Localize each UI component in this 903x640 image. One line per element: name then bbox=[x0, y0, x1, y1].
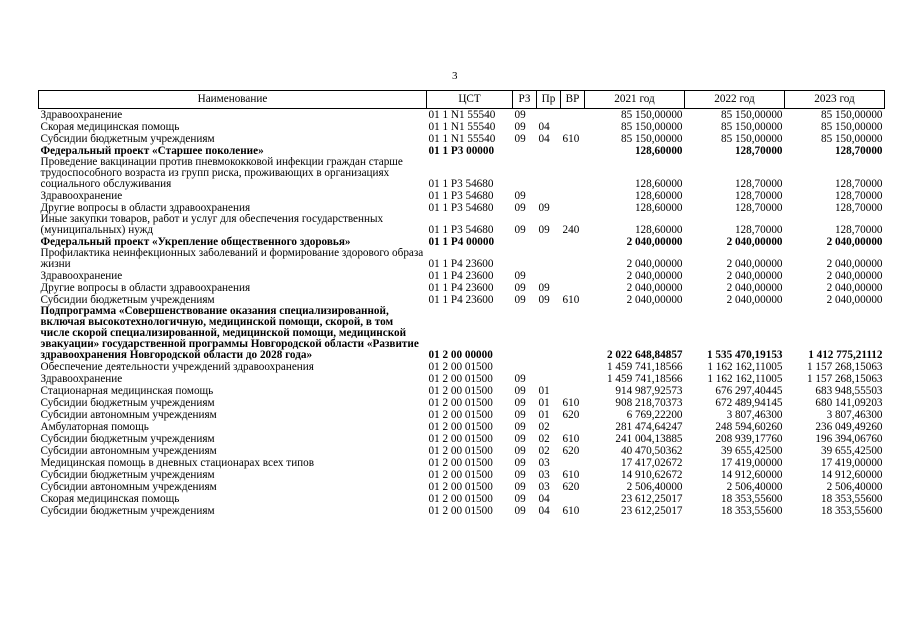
row-value-2022: 1 162 162,11005 bbox=[707, 373, 783, 385]
row-value-2022: 39 655,42500 bbox=[720, 445, 783, 457]
row-value-2021: 2 506,40000 bbox=[626, 481, 683, 493]
row-vr bbox=[561, 121, 585, 133]
table-header-row bbox=[39, 91, 885, 109]
row-rz: 09 bbox=[514, 409, 526, 421]
row-vr bbox=[561, 493, 585, 505]
row-value-2023: 2 040,00000 bbox=[826, 282, 883, 294]
row-value-2021: 128,60000 bbox=[634, 178, 683, 190]
row-name: Федеральный проект «Старшее поколение» bbox=[40, 145, 264, 157]
column-header: Пр bbox=[537, 91, 561, 109]
row-vr: 620 bbox=[562, 481, 580, 493]
row-rz bbox=[513, 145, 537, 157]
row-value-2023: 128,70000 bbox=[834, 145, 883, 157]
row-value-2023: 2 040,00000 bbox=[826, 294, 883, 306]
row-name: Здравоохранение bbox=[40, 109, 123, 121]
row-value-2021: 6 769,22200 bbox=[626, 409, 683, 421]
column-header: 2023 год bbox=[785, 91, 885, 109]
row-cst: 01 1 P3 54680 bbox=[428, 224, 494, 236]
row-value-2021: 128,60000 bbox=[634, 224, 683, 236]
row-value-2023: 18 353,55600 bbox=[820, 493, 883, 505]
table-row bbox=[39, 421, 885, 433]
row-value-2022: 128,70000 bbox=[734, 145, 783, 157]
row-value-2021: 2 040,00000 bbox=[626, 258, 683, 270]
row-rz: 09 bbox=[514, 445, 526, 457]
row-vr: 610 bbox=[562, 505, 580, 517]
row-vr bbox=[561, 109, 585, 122]
row-pr bbox=[537, 248, 561, 270]
row-name: Другие вопросы в области здравоохранения bbox=[40, 282, 251, 294]
row-vr bbox=[561, 190, 585, 202]
row-cst: 01 2 00 01500 bbox=[428, 373, 493, 385]
row-cst: 01 1 P3 54680 bbox=[428, 178, 494, 190]
row-value-2023: 2 040,00000 bbox=[826, 258, 883, 270]
column-header: РЗ bbox=[513, 91, 537, 109]
row-pr: 03 bbox=[538, 457, 550, 469]
row-value-2023: 1 412 775,21112 bbox=[808, 349, 883, 361]
row-value-2021: 908 218,70373 bbox=[615, 397, 683, 409]
row-vr bbox=[561, 145, 585, 157]
row-value-2021: 2 022 648,84857 bbox=[606, 349, 683, 361]
row-vr bbox=[561, 385, 585, 397]
row-rz bbox=[513, 248, 537, 270]
row-value-2023: 2 506,40000 bbox=[826, 481, 883, 493]
row-vr bbox=[561, 361, 585, 373]
row-cst: 01 2 00 01500 bbox=[428, 361, 493, 373]
row-cst: 01 1 P4 23600 bbox=[428, 270, 494, 282]
table-row bbox=[39, 236, 885, 248]
row-value-2021: 2 040,00000 bbox=[626, 270, 683, 282]
row-value-2022: 208 939,17760 bbox=[715, 433, 783, 445]
row-value-2021: 85 150,00000 bbox=[620, 109, 683, 121]
row-name: Субсидии бюджетным учреждениям bbox=[40, 133, 215, 145]
row-cst: 01 2 00 01500 bbox=[428, 445, 493, 457]
table-row bbox=[39, 109, 885, 122]
row-name: Федеральный проект «Укрепление общественного здоровья» bbox=[40, 236, 351, 248]
row-name: Субсидии бюджетным учреждениям bbox=[40, 294, 215, 306]
row-cst: 01 2 00 01500 bbox=[428, 385, 493, 397]
column-header: ЦСТ bbox=[427, 91, 513, 109]
row-value-2022: 128,70000 bbox=[734, 190, 783, 202]
table-row bbox=[39, 469, 885, 481]
row-name: Субсидии бюджетным учреждениям bbox=[40, 505, 215, 517]
row-value-2023: 3 807,46300 bbox=[826, 409, 883, 421]
row-value-2022: 14 912,60000 bbox=[720, 469, 783, 481]
row-value-2021: 914 987,92573 bbox=[615, 385, 683, 397]
row-pr: 09 bbox=[538, 282, 550, 294]
row-name: Субсидии бюджетным учреждениям bbox=[40, 433, 215, 445]
table-row bbox=[39, 385, 885, 397]
row-cst: 01 1 P4 23600 bbox=[428, 282, 494, 294]
row-value-2022: 128,70000 bbox=[734, 202, 783, 214]
row-rz: 09 bbox=[514, 385, 526, 397]
row-pr bbox=[537, 270, 561, 282]
row-rz: 09 bbox=[514, 224, 526, 236]
row-rz: 09 bbox=[514, 202, 526, 214]
table-body bbox=[39, 109, 885, 518]
row-value-2022: 676 297,40445 bbox=[715, 385, 783, 397]
row-pr bbox=[537, 306, 561, 361]
row-value-2021: 241 004,13885 bbox=[615, 433, 683, 445]
row-pr bbox=[537, 109, 561, 122]
row-vr bbox=[561, 306, 585, 361]
row-pr: 03 bbox=[538, 481, 550, 493]
row-cst: 01 2 00 01500 bbox=[428, 457, 493, 469]
row-value-2021: 2 040,00000 bbox=[626, 282, 683, 294]
row-value-2022: 2 040,00000 bbox=[726, 270, 783, 282]
row-vr bbox=[561, 373, 585, 385]
row-value-2022: 672 489,94145 bbox=[715, 397, 783, 409]
row-value-2022: 2 040,00000 bbox=[726, 258, 783, 270]
row-value-2023: 39 655,42500 bbox=[820, 445, 883, 457]
row-value-2023: 1 157 268,15063 bbox=[806, 373, 883, 385]
row-rz bbox=[513, 236, 537, 248]
row-name: Стационарная медицинская помощь bbox=[40, 385, 214, 397]
row-cst: 01 1 P3 54680 bbox=[428, 202, 494, 214]
row-pr: 04 bbox=[538, 121, 550, 133]
row-rz: 09 bbox=[514, 109, 526, 121]
table-row bbox=[39, 145, 885, 157]
row-value-2023: 196 394,06760 bbox=[815, 433, 883, 445]
row-cst: 01 2 00 00000 bbox=[428, 349, 493, 361]
row-value-2023: 85 150,00000 bbox=[820, 109, 883, 121]
row-name: Здравоохранение bbox=[40, 270, 123, 282]
table-row bbox=[39, 133, 885, 145]
table-row bbox=[39, 457, 885, 469]
table-row bbox=[39, 294, 885, 306]
table-row bbox=[39, 214, 885, 236]
table-row bbox=[39, 505, 885, 517]
row-rz: 09 bbox=[514, 190, 526, 202]
row-value-2022: 85 150,00000 bbox=[720, 121, 783, 133]
row-rz bbox=[513, 157, 537, 190]
row-value-2023: 128,70000 bbox=[834, 224, 883, 236]
row-name: Скорая медицинская помощь bbox=[40, 121, 180, 133]
row-pr bbox=[537, 157, 561, 190]
row-name: Профилактика неинфекционных заболеваний и формирование здорового образа жизни bbox=[40, 248, 424, 270]
row-pr: 01 bbox=[538, 397, 550, 409]
row-value-2021: 128,60000 bbox=[634, 145, 683, 157]
row-value-2022: 128,70000 bbox=[734, 224, 783, 236]
row-value-2021: 23 612,25017 bbox=[620, 505, 683, 517]
row-rz: 09 bbox=[514, 133, 526, 145]
row-rz: 09 bbox=[514, 270, 526, 282]
row-vr: 610 bbox=[562, 469, 580, 481]
row-cst: 01 2 00 01500 bbox=[428, 469, 493, 481]
row-vr: 610 bbox=[562, 433, 580, 445]
row-rz: 09 bbox=[514, 469, 526, 481]
row-rz: 09 bbox=[514, 282, 526, 294]
table-row bbox=[39, 248, 885, 270]
budget-table bbox=[38, 90, 885, 517]
row-value-2023: 18 353,55600 bbox=[820, 505, 883, 517]
row-vr bbox=[561, 421, 585, 433]
row-value-2023: 683 948,55503 bbox=[815, 385, 883, 397]
row-rz: 09 bbox=[514, 505, 526, 517]
row-name: Другие вопросы в области здравоохранения bbox=[40, 202, 251, 214]
row-name: Субсидии автономным учреждениям bbox=[40, 409, 217, 421]
row-name: Здравоохранение bbox=[40, 373, 123, 385]
row-vr bbox=[561, 248, 585, 270]
row-name: Субсидии бюджетным учреждениям bbox=[40, 397, 215, 409]
row-vr: 610 bbox=[562, 397, 580, 409]
row-value-2022: 248 594,60260 bbox=[715, 421, 783, 433]
column-header: Наименование bbox=[39, 91, 427, 109]
page-number: 3 bbox=[452, 70, 458, 82]
row-rz: 09 bbox=[514, 421, 526, 433]
row-vr: 620 bbox=[562, 409, 580, 421]
row-value-2023: 128,70000 bbox=[834, 190, 883, 202]
row-value-2021: 281 474,64247 bbox=[615, 421, 683, 433]
row-name: Субсидии автономным учреждениям bbox=[40, 445, 217, 457]
row-pr: 09 bbox=[538, 224, 550, 236]
row-value-2022: 1 162 162,11005 bbox=[707, 361, 783, 373]
row-value-2022: 85 150,00000 bbox=[720, 133, 783, 145]
row-name: Обеспечение деятельности учреждений здравоохранения bbox=[40, 361, 314, 373]
row-value-2021: 40 470,50362 bbox=[620, 445, 683, 457]
row-value-2022: 85 150,00000 bbox=[720, 109, 783, 121]
row-rz: 09 bbox=[514, 493, 526, 505]
row-value-2022: 17 419,00000 bbox=[720, 457, 783, 469]
row-value-2022: 2 040,00000 bbox=[726, 236, 783, 248]
row-rz bbox=[513, 361, 537, 373]
row-value-2023: 85 150,00000 bbox=[820, 121, 883, 133]
row-name: Амбулаторная помощь bbox=[40, 421, 149, 433]
row-pr bbox=[537, 373, 561, 385]
row-cst: 01 1 P4 23600 bbox=[428, 294, 494, 306]
row-value-2022: 18 353,55600 bbox=[720, 505, 783, 517]
row-vr bbox=[561, 282, 585, 294]
row-rz: 09 bbox=[514, 373, 526, 385]
row-vr bbox=[561, 236, 585, 248]
table-row bbox=[39, 493, 885, 505]
column-header: 2022 год bbox=[685, 91, 785, 109]
row-value-2021: 2 040,00000 bbox=[626, 236, 683, 248]
table-row bbox=[39, 202, 885, 214]
row-pr: 04 bbox=[538, 505, 550, 517]
row-value-2022: 2 506,40000 bbox=[726, 481, 783, 493]
row-vr: 620 bbox=[562, 445, 580, 457]
table-row bbox=[39, 361, 885, 373]
row-value-2021: 17 417,02672 bbox=[620, 457, 683, 469]
table-row bbox=[39, 397, 885, 409]
row-name: Медицинская помощь в дневных стационарах всех типов bbox=[40, 457, 315, 469]
row-pr: 03 bbox=[538, 469, 550, 481]
table-row bbox=[39, 373, 885, 385]
row-pr: 01 bbox=[538, 409, 550, 421]
row-rz: 09 bbox=[514, 121, 526, 133]
table-row bbox=[39, 282, 885, 294]
row-rz: 09 bbox=[514, 294, 526, 306]
row-value-2021: 128,60000 bbox=[634, 202, 683, 214]
row-pr bbox=[537, 361, 561, 373]
row-cst: 01 2 00 01500 bbox=[428, 409, 493, 421]
row-value-2023: 17 419,00000 bbox=[820, 457, 883, 469]
row-vr bbox=[561, 457, 585, 469]
row-vr: 240 bbox=[562, 224, 580, 236]
row-name: Субсидии автономным учреждениям bbox=[40, 481, 217, 493]
row-value-2023: 85 150,00000 bbox=[820, 133, 883, 145]
row-rz: 09 bbox=[514, 433, 526, 445]
row-value-2022: 1 535 470,19153 bbox=[706, 349, 783, 361]
row-pr: 01 bbox=[538, 385, 550, 397]
row-value-2022: 3 807,46300 bbox=[726, 409, 783, 421]
row-name: Скорая медицинская помощь bbox=[40, 493, 180, 505]
row-pr: 02 bbox=[538, 445, 550, 457]
row-value-2022: 128,70000 bbox=[734, 178, 783, 190]
row-value-2021: 85 150,00000 bbox=[620, 121, 683, 133]
row-rz: 09 bbox=[514, 457, 526, 469]
row-pr: 09 bbox=[538, 202, 550, 214]
row-name: Подпрограмма «Совершенствование оказания специализированной, включая высокотехнологичную, медицинской помощи, скорой, в том числе скорой специализированной, медицинской помощи, медицинской эвакуации» государственной программы Новгородской области «Развитие здравоохранения Новгородской области до 2028 года» bbox=[40, 306, 419, 361]
row-value-2021: 85 150,00000 bbox=[620, 133, 683, 145]
row-cst: 01 1 P4 23600 bbox=[428, 258, 494, 270]
row-cst: 01 1 N1 55540 bbox=[428, 121, 496, 133]
table-row bbox=[39, 306, 885, 361]
row-cst: 01 1 P4 00000 bbox=[428, 236, 495, 248]
row-cst: 01 1 P3 00000 bbox=[428, 145, 495, 157]
table-row bbox=[39, 481, 885, 493]
row-value-2021: 1 459 741,18566 bbox=[606, 373, 683, 385]
table-row bbox=[39, 445, 885, 457]
row-value-2021: 1 459 741,18566 bbox=[606, 361, 683, 373]
row-value-2022: 2 040,00000 bbox=[726, 282, 783, 294]
row-pr bbox=[537, 190, 561, 202]
row-rz: 09 bbox=[514, 481, 526, 493]
row-cst: 01 1 N1 55540 bbox=[428, 109, 496, 121]
row-value-2022: 18 353,55600 bbox=[720, 493, 783, 505]
row-rz: 09 bbox=[514, 397, 526, 409]
table-row bbox=[39, 409, 885, 421]
row-value-2023: 680 141,09203 bbox=[815, 397, 883, 409]
row-pr bbox=[537, 236, 561, 248]
row-value-2023: 2 040,00000 bbox=[826, 270, 883, 282]
row-name: Иные закупки товаров, работ и услуг для обеспечения государственных (муниципальных) нужд bbox=[40, 214, 384, 236]
row-rz bbox=[513, 306, 537, 361]
row-vr bbox=[561, 270, 585, 282]
row-value-2023: 1 157 268,15063 bbox=[806, 361, 883, 373]
row-pr: 09 bbox=[538, 294, 550, 306]
row-pr: 04 bbox=[538, 493, 550, 505]
row-cst: 01 2 00 01500 bbox=[428, 481, 493, 493]
row-pr: 02 bbox=[538, 421, 550, 433]
row-vr bbox=[561, 202, 585, 214]
table-row bbox=[39, 121, 885, 133]
row-name: Субсидии бюджетным учреждениям bbox=[40, 469, 215, 481]
row-value-2023: 2 040,00000 bbox=[826, 236, 883, 248]
row-cst: 01 2 00 01500 bbox=[428, 397, 493, 409]
row-value-2021: 2 040,00000 bbox=[626, 294, 683, 306]
row-value-2021: 23 612,25017 bbox=[620, 493, 683, 505]
row-cst: 01 2 00 01500 bbox=[428, 493, 493, 505]
column-header: 2021 год bbox=[585, 91, 685, 109]
row-cst: 01 2 00 01500 bbox=[428, 421, 493, 433]
table-row bbox=[39, 433, 885, 445]
row-vr bbox=[561, 157, 585, 190]
row-cst: 01 1 P3 54680 bbox=[428, 190, 494, 202]
row-value-2021: 14 910,62672 bbox=[620, 469, 683, 481]
row-pr bbox=[537, 145, 561, 157]
row-cst: 01 2 00 01500 bbox=[428, 505, 493, 517]
table-row bbox=[39, 157, 885, 190]
row-cst: 01 1 N1 55540 bbox=[428, 133, 496, 145]
row-pr: 04 bbox=[538, 133, 550, 145]
table-row bbox=[39, 190, 885, 202]
row-vr: 610 bbox=[562, 133, 580, 145]
table-row bbox=[39, 270, 885, 282]
row-value-2023: 128,70000 bbox=[834, 178, 883, 190]
row-value-2022: 2 040,00000 bbox=[726, 294, 783, 306]
column-header: ВР bbox=[561, 91, 585, 109]
row-pr: 02 bbox=[538, 433, 550, 445]
row-value-2021: 128,60000 bbox=[634, 190, 683, 202]
row-value-2023: 14 912,60000 bbox=[820, 469, 883, 481]
row-name: Здравоохранение bbox=[40, 190, 123, 202]
row-value-2023: 128,70000 bbox=[834, 202, 883, 214]
row-value-2023: 236 049,49260 bbox=[815, 421, 883, 433]
row-vr: 610 bbox=[562, 294, 580, 306]
row-name: Проведение вакцинации против пневмококковой инфекции граждан старше трудоспособного возраста из групп риска, проживающих в организациях социального обслуживания bbox=[40, 157, 403, 190]
row-cst: 01 2 00 01500 bbox=[428, 433, 493, 445]
